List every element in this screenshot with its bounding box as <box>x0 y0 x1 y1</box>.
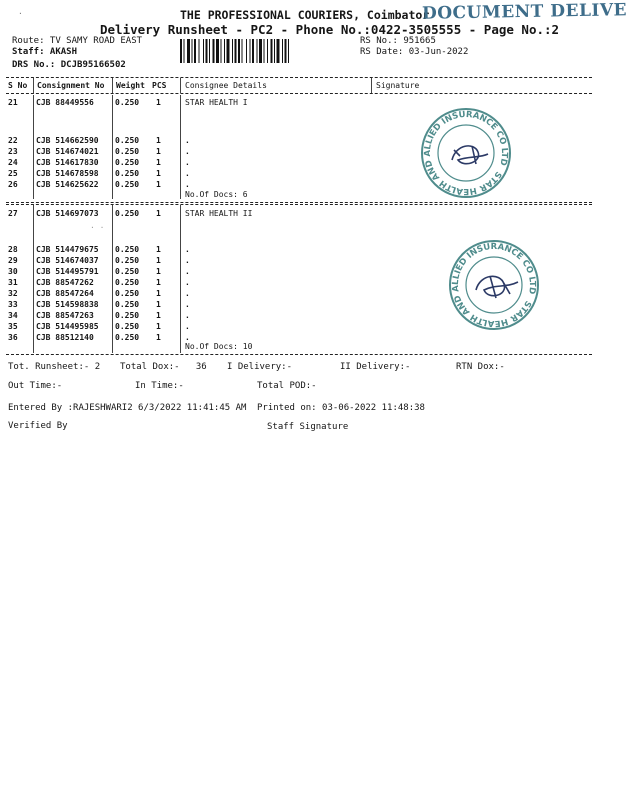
barcode-bar <box>250 39 251 63</box>
signature-scribble <box>476 276 518 298</box>
group2-end-rule <box>6 354 592 355</box>
entered-by: Entered By :RAJESHWARI2 6/3/2022 11:41:45 AM <box>8 403 247 413</box>
company-seal-stamp <box>446 238 542 332</box>
group1-divider <box>180 95 181 199</box>
row-consignment: CJB 514495791 <box>36 267 99 276</box>
row-consignee: . <box>185 147 190 156</box>
barcode-bar <box>206 39 208 63</box>
barcode-bar <box>199 39 200 63</box>
row-consignment: CJB 88449556 <box>36 98 94 107</box>
barcode-bar <box>232 39 233 63</box>
barcode-bar <box>227 39 230 63</box>
row-sno: 31 <box>8 278 18 287</box>
row-pcs: 1 <box>156 278 161 287</box>
barcode-bar <box>216 39 219 63</box>
row-consignment: CJB 514674021 <box>36 147 99 156</box>
col-signature: Signature <box>376 81 420 90</box>
row-weight: 0.250 <box>115 322 140 331</box>
row-consignee: . <box>185 333 190 342</box>
staff-label: Staff: AKASH <box>12 47 78 57</box>
rs-number: RS No.: 951665 <box>360 36 436 46</box>
row-consignment: CJB 88547264 <box>36 289 94 298</box>
row-consignee: . <box>185 267 190 276</box>
out-time: Out Time:- <box>8 381 63 391</box>
row-pcs: 1 <box>156 289 161 298</box>
row-consignee: . <box>185 180 190 189</box>
barcode-bar <box>277 39 280 63</box>
row-consignment: CJB 514678598 <box>36 169 99 178</box>
rtn-dox: RTN Dox:- <box>456 362 505 372</box>
row-pcs: 1 <box>156 147 161 156</box>
row-weight: 0.250 <box>115 267 140 276</box>
row-sno: 22 <box>8 136 18 145</box>
barcode-bar <box>242 39 243 63</box>
row-consignee: . <box>185 256 190 265</box>
header-divider <box>371 78 372 93</box>
row-weight: 0.250 <box>115 209 140 218</box>
barcode-bar <box>259 39 262 63</box>
group1-end-rule-2 <box>6 204 592 205</box>
svg-text:STAR HEALTH AND ALLIED INSURAN <box>446 238 542 332</box>
row-weight: 0.250 <box>115 333 140 342</box>
barcode-bar <box>180 39 182 63</box>
row-consignee: STAR HEALTH I <box>185 98 248 107</box>
barcode-bar <box>194 39 196 63</box>
row-consignee: . <box>185 311 190 320</box>
barcode-bar <box>213 39 215 63</box>
row-weight: 0.250 <box>115 278 140 287</box>
i-delivery: I Delivery:- <box>227 362 293 372</box>
row-pcs: 1 <box>156 98 161 107</box>
seal-2-text: STAR HEALTH AND ALLIED INSURANCE CO LTD <box>450 241 538 329</box>
col-pcs: PCS <box>152 81 167 90</box>
barcode-bar <box>187 39 190 63</box>
staff-signature-label: Staff Signature <box>267 422 349 432</box>
group2-divider <box>112 205 113 353</box>
barcode-bar <box>274 39 275 63</box>
row-consignee: . <box>185 300 190 309</box>
row-pcs: 1 <box>156 169 161 178</box>
col-weight: Weight <box>116 81 145 90</box>
col-sno: S No <box>8 81 28 90</box>
row-weight: 0.250 <box>115 289 140 298</box>
row-consignment: CJB 514662590 <box>36 136 99 145</box>
barcode-bar <box>264 39 265 63</box>
document-delivered-stamp: DOCUMENT DELIVE <box>421 0 627 24</box>
row-consignee: . <box>185 322 190 331</box>
row-consignee: . <box>185 169 190 178</box>
row-weight: 0.250 <box>115 158 140 167</box>
row-consignee: STAR HEALTH II <box>185 209 253 218</box>
row-sno: 26 <box>8 180 18 189</box>
col-consignment: Consignment No <box>37 81 105 90</box>
barcode-bar <box>271 39 273 63</box>
row-sno: 24 <box>8 158 18 167</box>
row-weight: 0.250 <box>115 98 140 107</box>
rs-date: RS Date: 03-Jun-2022 <box>360 47 469 57</box>
row-pcs: 1 <box>156 180 161 189</box>
verified-by: Verified By <box>8 421 68 431</box>
row-sno: 21 <box>8 98 18 107</box>
row-consignee: . <box>185 289 190 298</box>
row-pcs: 1 <box>156 322 161 331</box>
row-weight: 0.250 <box>115 300 140 309</box>
barcode-bar <box>235 39 237 63</box>
row-sno: 32 <box>8 289 18 298</box>
in-time: In Time:- <box>135 381 184 391</box>
total-runsheet: Tot. Runsheet:- 2 <box>8 362 101 372</box>
barcode-bar <box>252 39 254 63</box>
scan-speck: · · <box>90 223 105 232</box>
printed-on: Printed on: 03-06-2022 11:48:38 <box>257 403 425 413</box>
row-pcs: 1 <box>156 333 161 342</box>
total-dox: Total Dox:- 36 <box>120 362 207 372</box>
row-consignment: CJB 514617830 <box>36 158 99 167</box>
row-sno: 33 <box>8 300 18 309</box>
header-divider <box>33 78 34 93</box>
group2-divider <box>33 205 34 353</box>
barcode-bar <box>246 39 247 63</box>
row-consignment: CJB 88547262 <box>36 278 94 287</box>
group1-end-rule <box>6 202 592 203</box>
row-sno: 36 <box>8 333 18 342</box>
group2-doc-count: No.Of Docs: 10 <box>185 342 253 351</box>
barcode-bar <box>238 39 240 63</box>
barcode-bar <box>285 39 287 63</box>
row-consignment: CJB 514495985 <box>36 322 99 331</box>
group1-divider <box>33 95 34 199</box>
table-header-rule <box>6 93 592 94</box>
company-title: THE PROFESSIONAL COURIERS, Coimbator <box>180 8 430 22</box>
runsheet-subtitle: Delivery Runsheet - PC2 - Phone No.:0422-3505555 - Page No.:2 <box>100 22 560 37</box>
header-divider <box>180 78 181 93</box>
route-label: Route: TV SAMY ROAD EAST <box>12 36 143 46</box>
ii-delivery: II Delivery:- <box>340 362 411 372</box>
drs-number: DRS No.: DCJB95166502 <box>12 60 126 70</box>
row-consignment: CJB 514674037 <box>36 256 99 265</box>
barcode-bar <box>257 39 258 63</box>
row-sno: 25 <box>8 169 18 178</box>
barcode <box>180 39 345 63</box>
total-pod: Total POD:- <box>257 381 317 391</box>
row-weight: 0.250 <box>115 169 140 178</box>
row-consignee: . <box>185 245 190 254</box>
row-sno: 28 <box>8 245 18 254</box>
table-top-rule <box>6 77 592 78</box>
row-pcs: 1 <box>156 311 161 320</box>
company-seal-stamp <box>418 106 514 200</box>
row-sno: 35 <box>8 322 18 331</box>
barcode-bar <box>288 39 289 63</box>
row-pcs: 1 <box>156 245 161 254</box>
group1-divider <box>112 95 113 199</box>
row-pcs: 1 <box>156 300 161 309</box>
row-sno: 30 <box>8 267 18 276</box>
row-pcs: 1 <box>156 256 161 265</box>
row-weight: 0.250 <box>115 136 140 145</box>
barcode-bar <box>192 39 193 63</box>
seal-1-text: STAR HEALTH AND ALLIED INSURANCE CO LTD <box>422 109 510 197</box>
row-consignment: CJB 514479675 <box>36 245 99 254</box>
row-sno: 27 <box>8 209 18 218</box>
header-divider <box>112 78 113 93</box>
col-consignee: Consignee Details <box>185 81 267 90</box>
row-weight: 0.250 <box>115 311 140 320</box>
svg-text:STAR HEALTH AND ALLIED INSURAN <box>418 106 514 200</box>
row-sno: 29 <box>8 256 18 265</box>
row-weight: 0.250 <box>115 245 140 254</box>
row-pcs: 1 <box>156 158 161 167</box>
row-consignment: CJB 514697073 <box>36 209 99 218</box>
row-weight: 0.250 <box>115 180 140 189</box>
barcode-bar <box>282 39 283 63</box>
row-consignee: . <box>185 278 190 287</box>
row-pcs: 1 <box>156 209 161 218</box>
barcode-bar <box>221 39 222 63</box>
row-sno: 23 <box>8 147 18 156</box>
group2-divider <box>180 205 181 353</box>
row-consignee: . <box>185 136 190 145</box>
group1-doc-count: No.Of Docs: 6 <box>185 190 248 199</box>
barcode-bar <box>184 39 185 63</box>
signature-scribble <box>452 146 488 164</box>
row-consignment: CJB 88512140 <box>36 333 94 342</box>
row-pcs: 1 <box>156 136 161 145</box>
barcode-bar <box>267 39 268 63</box>
scan-speck: · <box>18 9 23 18</box>
row-pcs: 1 <box>156 267 161 276</box>
row-sno: 34 <box>8 311 18 320</box>
row-weight: 0.250 <box>115 147 140 156</box>
row-weight: 0.250 <box>115 256 140 265</box>
barcode-bar <box>203 39 204 63</box>
row-consignment: CJB 514598838 <box>36 300 99 309</box>
row-consignment: CJB 88547263 <box>36 311 94 320</box>
barcode-bar <box>209 39 210 63</box>
row-consignee: . <box>185 158 190 167</box>
row-consignment: CJB 514625622 <box>36 180 99 189</box>
barcode-bar <box>224 39 225 63</box>
